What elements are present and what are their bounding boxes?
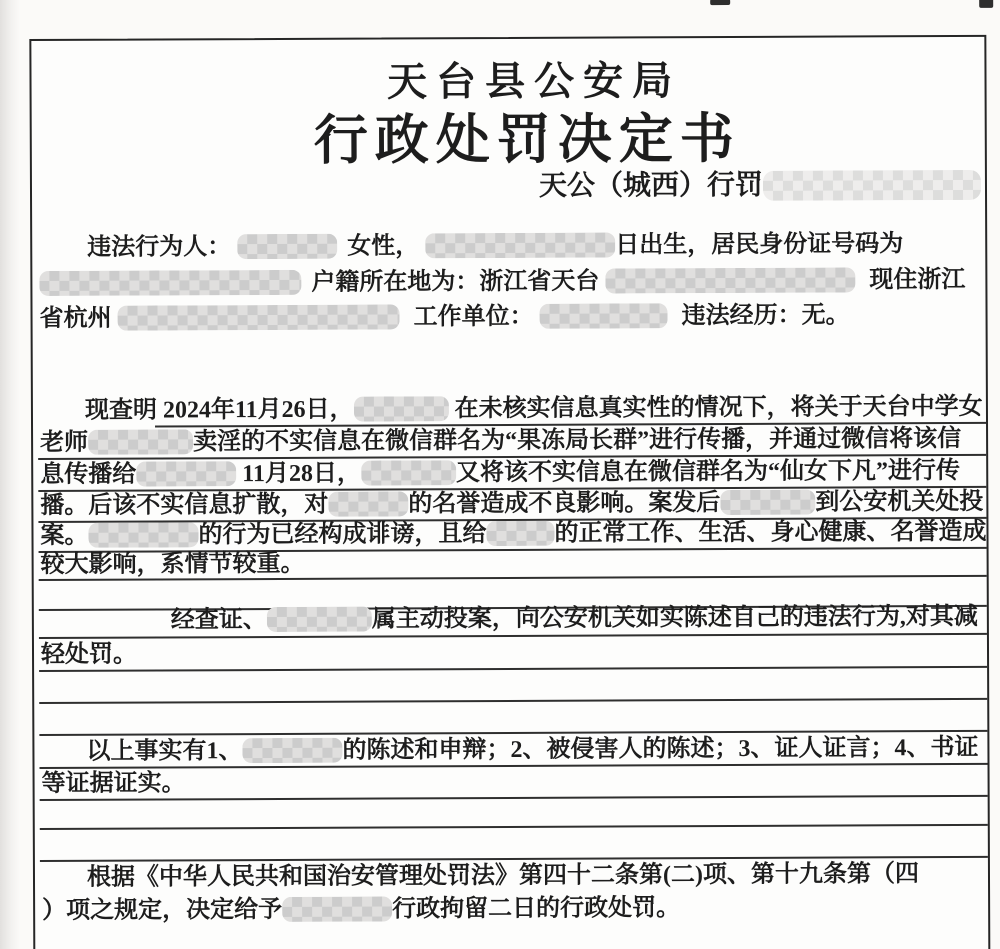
body-text: 日出生，居民身份证号码为	[615, 231, 904, 259]
decision-line-1	[87, 859, 919, 893]
body-text: 的陈述和申辩；2、被侵害人的陈述；3、证人证言；4、书证	[342, 734, 979, 764]
redaction	[39, 270, 301, 296]
body-text: 播。后该不实信息扩散，对	[40, 491, 329, 520]
body-text: 卖淫的不实信息在微信群名为“果冻局长群”进行传播，并通过微信将该信	[193, 425, 962, 456]
body-text: ）项之规定，决定给予	[42, 896, 283, 925]
body-text: 现住浙江	[869, 266, 966, 294]
mitigation-line-2	[41, 640, 137, 670]
body-text: 现查明 2024年11月26日，	[84, 396, 354, 424]
body-text: 较大影响，系情节较重。	[40, 550, 305, 579]
document-title: 行政处罚决定书	[313, 108, 741, 171]
redaction	[361, 460, 456, 485]
document-number	[539, 162, 981, 204]
redaction	[605, 267, 855, 293]
scan-artifact-mark	[979, 0, 993, 8]
agency-name: 天台县公安局	[386, 58, 682, 105]
findings-line-5	[40, 517, 986, 551]
redaction	[136, 461, 236, 486]
body-text: 又将该不实信息在微信群名为“仙女下凡”进行传	[455, 457, 960, 487]
body-text: 等证据证实。	[41, 770, 186, 798]
redaction	[88, 522, 198, 547]
body-text: 属主动投案，向公安机关如实陈述自己的违法行为,对其减	[371, 603, 978, 633]
redaction	[425, 232, 615, 258]
body-text: 11月28日，	[242, 460, 361, 488]
body-text: 的行为已经构成诽谤，且给	[198, 521, 487, 549]
party-line-3	[39, 300, 849, 334]
body-text: 工作单位：	[413, 303, 534, 331]
body-text: 行政拘留二日的行政处罚。	[392, 895, 681, 923]
findings-line-2	[40, 424, 961, 458]
scan-artifact-mark	[710, 0, 730, 5]
redaction	[720, 490, 815, 515]
redaction	[267, 607, 372, 632]
redaction	[282, 896, 392, 921]
mitigation-line-1	[171, 602, 978, 636]
decision-line-2	[42, 893, 680, 926]
body-text: 户籍所在地为：浙江省天台	[311, 268, 600, 296]
party-line-2	[39, 265, 965, 299]
body-text: 轻处罚。	[40, 641, 138, 669]
findings-line-6	[41, 549, 305, 580]
redaction	[88, 429, 193, 454]
body-text: 在未核实信息真实性的情况下，将关于天台中学女	[454, 393, 983, 423]
party-line-1	[87, 229, 903, 263]
body-text: 女性，	[347, 233, 420, 260]
body-text: 的名誉造成不良影响。案发后	[408, 490, 721, 518]
redaction	[354, 396, 449, 421]
redaction	[328, 491, 408, 516]
body-text: 息传播给	[40, 461, 137, 489]
body-text: 以上事实有1、	[86, 738, 243, 765]
body-text: 案。	[40, 522, 89, 550]
redaction	[486, 521, 554, 546]
evidence-line-1	[86, 733, 978, 767]
body-text: 省杭州	[39, 305, 112, 333]
body-text: 根据《中华人民共和国治安管理处罚法》第四十二条第(二)项、第十九条第（四	[86, 861, 920, 891]
findings-line-3	[40, 456, 960, 490]
body-text: 老师	[40, 429, 89, 457]
redaction	[117, 304, 399, 330]
body-text: 违法经历：无。	[681, 302, 850, 330]
evidence-line-2	[42, 768, 186, 799]
body-text: 到公安机关处投	[815, 488, 984, 516]
document-number-text: 天公（城西）行罚	[538, 169, 764, 202]
body-text: 经查证、	[170, 607, 267, 634]
redaction	[763, 170, 981, 201]
redaction	[242, 738, 342, 763]
findings-line-1	[85, 392, 983, 426]
findings-line-4	[40, 487, 983, 521]
body-text: 的正常工作、生活、身心健康、名誉造成	[554, 518, 987, 547]
body-text: 违法行为人：	[87, 234, 232, 261]
redaction	[539, 303, 667, 329]
redaction	[237, 234, 337, 259]
